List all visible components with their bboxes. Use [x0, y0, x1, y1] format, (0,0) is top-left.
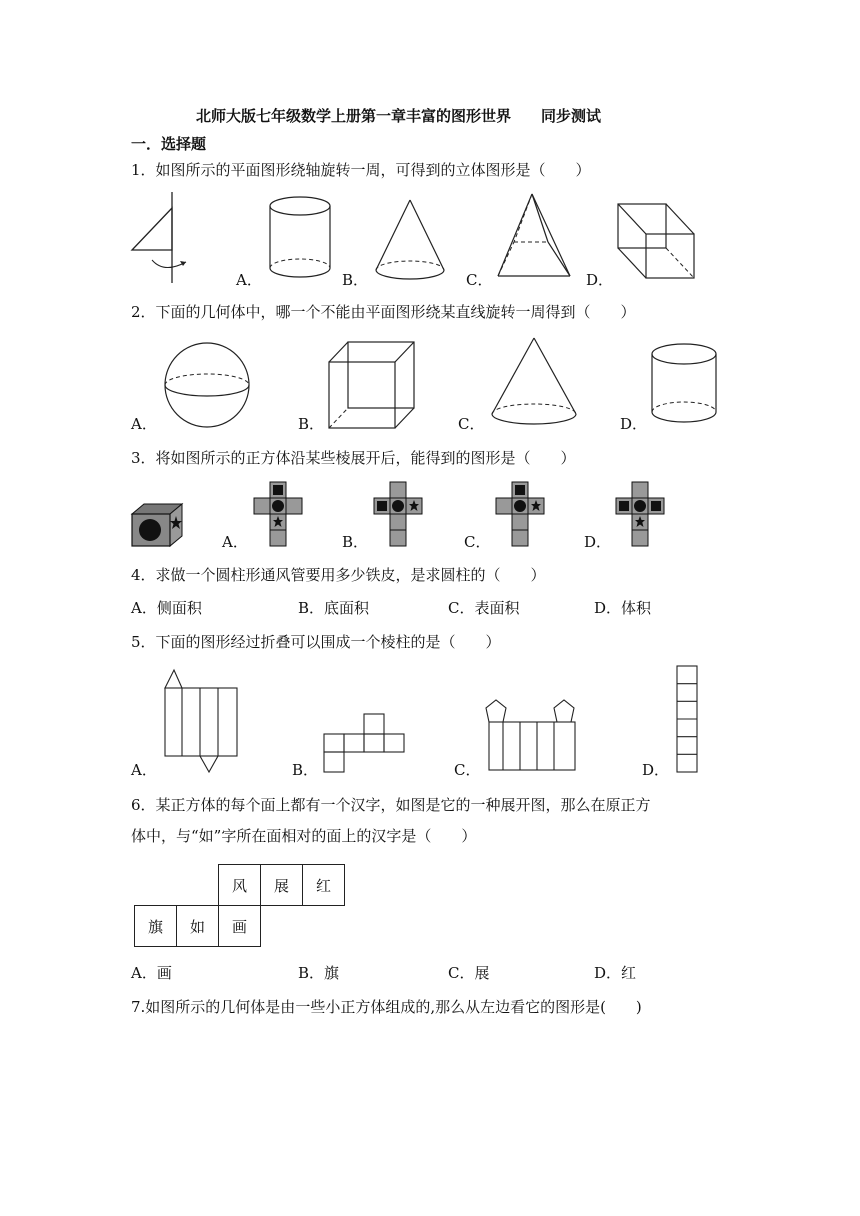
q3-option-d-net — [614, 480, 670, 548]
q6-option-c[interactable]: C．展 — [448, 964, 490, 982]
q3-option-b-label[interactable]: B． — [342, 533, 369, 551]
q2-option-d-cylinder — [650, 342, 720, 426]
q1-option-a-cylinder — [268, 196, 334, 282]
q5-option-b-net — [322, 712, 408, 774]
q4-option-d[interactable]: D．体积 — [594, 599, 652, 617]
question-6-stem-line1: 6．某正方体的每个面上都有一个汉字，如图是它的一种展开图，那么在原正方 — [131, 796, 651, 814]
q5-option-b-label[interactable]: B． — [292, 761, 319, 779]
q3-option-b-net — [372, 480, 428, 548]
q3-option-a-net — [252, 480, 308, 548]
q1-option-b-label[interactable]: B． — [342, 271, 369, 289]
question-1-stem: 1．如图所示的平面图形绕轴旋转一周，可得到的立体图形是（ ） — [131, 161, 591, 179]
net-face-qi: 旗 — [134, 905, 177, 947]
q1-triangle-axis-figure — [128, 190, 198, 285]
net-face-hong: 红 — [302, 864, 345, 906]
question-5-stem: 5．下面的图形经过折叠可以围成一个棱柱的是（ ） — [131, 633, 501, 651]
q5-option-c-net — [484, 696, 584, 774]
q5-option-c-label[interactable]: C． — [454, 761, 481, 779]
q4-option-c[interactable]: C．表面积 — [448, 599, 520, 617]
q2-option-b-label[interactable]: B． — [298, 415, 325, 433]
q1-option-c-pyramid — [494, 192, 574, 284]
q5-option-d-label[interactable]: D． — [642, 761, 670, 779]
page-title: 北师大版七年级数学上册第一章丰富的图形世界 同步测试 — [196, 107, 602, 125]
q3-cube-figure — [130, 500, 186, 550]
q3-option-a-label[interactable]: A． — [222, 533, 248, 551]
question-6-stem-line2: 体中，与“如”字所在面相对的面上的汉字是（ ） — [131, 827, 477, 845]
net-face-zhan: 展 — [260, 864, 303, 906]
q2-option-c-cone — [488, 336, 580, 428]
question-3-stem: 3．将如图所示的正方体沿某些棱展开后，能得到的图形是（ ） — [131, 449, 576, 467]
q3-option-c-net — [494, 480, 550, 548]
q2-option-a-label[interactable]: A． — [131, 415, 157, 433]
q1-option-d-cuboid — [616, 202, 698, 282]
q3-option-d-label[interactable]: D． — [584, 533, 612, 551]
q1-option-a-label[interactable]: A． — [236, 271, 262, 289]
q2-option-a-sphere — [162, 340, 252, 430]
q6-option-b[interactable]: B．旗 — [298, 964, 340, 982]
q5-option-a-label[interactable]: A． — [131, 761, 157, 779]
q1-option-b-cone — [372, 198, 450, 284]
q2-option-d-label[interactable]: D． — [620, 415, 648, 433]
q4-option-a[interactable]: A．侧面积 — [131, 599, 202, 617]
q4-option-b[interactable]: B．底面积 — [298, 599, 370, 617]
question-2-stem: 2．下面的几何体中，哪一个不能由平面图形绕某直线旋转一周得到（ ） — [131, 303, 636, 321]
question-7-stem: 7.如图所示的几何体是由一些小正方体组成的,那么从左边看它的图形是( ) — [131, 998, 642, 1016]
q5-option-a-net — [160, 660, 240, 774]
q1-option-d-label[interactable]: D． — [586, 271, 614, 289]
net-face-ru: 如 — [176, 905, 219, 947]
question-4-stem: 4．求做一个圆柱形通风管要用多少铁皮，是求圆柱的（ ） — [131, 566, 546, 584]
q5-option-d-net — [674, 664, 700, 774]
q3-option-c-label[interactable]: C． — [464, 533, 491, 551]
section-heading: 一．选择题 — [131, 135, 207, 153]
q1-option-c-label[interactable]: C． — [466, 271, 493, 289]
q2-option-b-cube — [326, 340, 418, 432]
net-face-hua: 画 — [218, 905, 261, 947]
q6-option-d[interactable]: D．红 — [594, 964, 637, 982]
q2-option-c-label[interactable]: C． — [458, 415, 485, 433]
q6-option-a[interactable]: A．画 — [131, 964, 172, 982]
net-face-feng: 风 — [218, 864, 261, 906]
